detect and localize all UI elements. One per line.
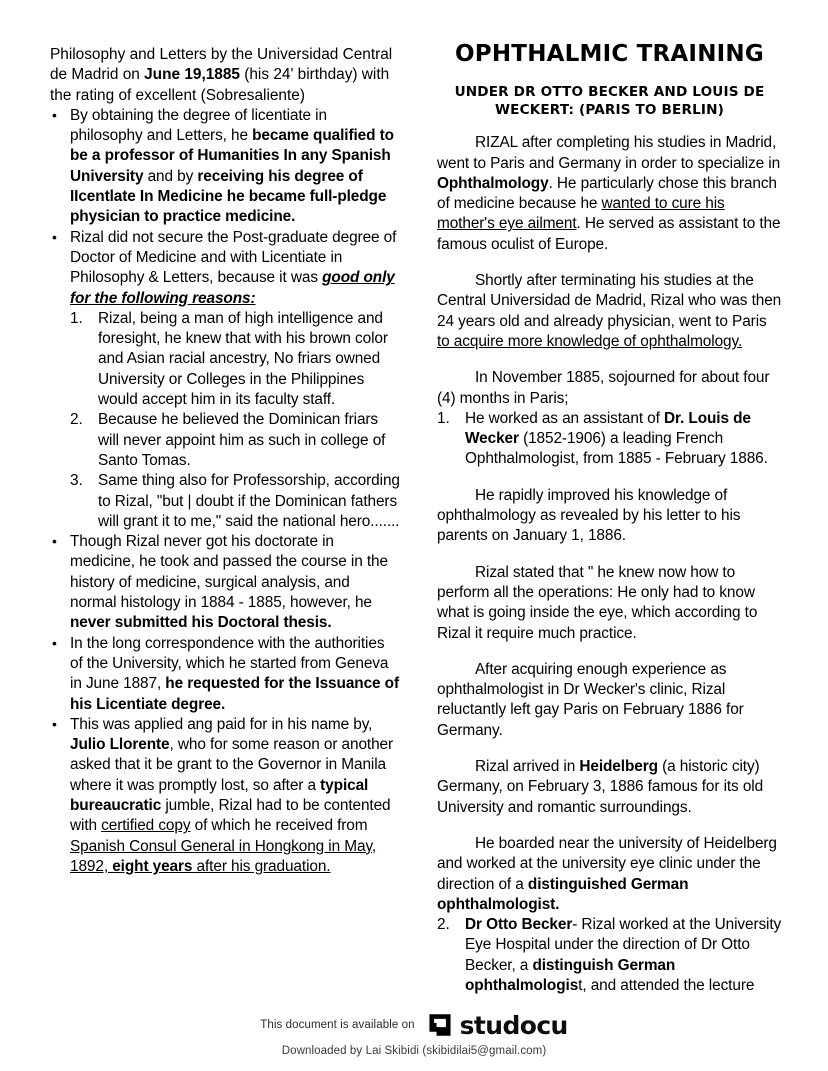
list-item	[70, 309, 400, 410]
list-item-text: Rizal, being a man of high intelligence and foresight, he knew that with his brown color and Asian racial ancestry, No friars owned University or Colleges in the Philippines would accept him in its faculty staff.	[98, 309, 388, 409]
text-run: typical bureaucratic	[70, 776, 369, 814]
downloaded-by-label: Downloaded by Lai Skibidi (skibidilai5@gmail.com)	[281, 1045, 547, 1057]
bullet-text	[70, 533, 388, 631]
paragraph	[437, 660, 782, 741]
list-item	[437, 409, 782, 470]
text-run: eight years	[112, 857, 193, 875]
text-run: Rizal did not secure the Post-graduate degree of Doctor of Medicine and with Licentiate in Philosophy & Letters, because it was	[70, 228, 397, 287]
list-item-text: Same thing also for Professorship, according to Rizal, "but | doubt if the Dominican fathers will grant it to me," said the national hero.......	[98, 472, 400, 530]
paragraph	[437, 834, 782, 915]
text-run: This was applied ang paid for in his name by,	[70, 715, 373, 733]
text-run: Julio Llorente	[70, 736, 170, 754]
list-item-text: Because he believed the Dominican friars will never appoint him as such in college of Santo Tomas.	[98, 411, 386, 469]
list-item-text	[465, 410, 768, 468]
text-run: He worked as an assistant of	[465, 409, 664, 427]
bullet-text	[70, 107, 394, 225]
text-run: distinguish German ophthalmologis	[465, 956, 676, 994]
text-run: By obtaining the degree of licentiate in philosophy and Letters, he	[70, 106, 327, 145]
text-run: distinguished German ophthalmologist.	[437, 875, 689, 913]
list-item	[70, 410, 400, 471]
list-item-text	[465, 916, 781, 994]
text-run: , who for some reason or another asked that it be grant to the Governor in Manila where it was promptly lost, so after a	[70, 736, 394, 794]
text-run: wanted to cure his mother's eye ailment	[437, 195, 725, 233]
text-run: In the long correspondence with the authorities of the University, which he started from Geneva in June 1887,	[70, 634, 389, 693]
list-number: 2.	[437, 916, 450, 934]
bullet-text	[70, 229, 396, 307]
list-item	[50, 715, 400, 877]
list-item	[50, 532, 400, 633]
paragraph	[437, 271, 782, 352]
text-run: . He particularly chose this branch of medicine because he	[437, 174, 777, 213]
list-number: 1.	[437, 409, 450, 427]
text-run: he requested for the Issuance of his Licentiate degree.	[70, 675, 399, 713]
text-run: June 19,1885	[144, 66, 240, 84]
bullet-text	[70, 716, 393, 875]
text-run: of which he received from	[190, 817, 368, 835]
list-number: 1.	[70, 309, 83, 327]
reasons-sublist	[70, 309, 400, 532]
list-number: 2.	[70, 411, 83, 429]
continued-paragraph	[50, 45, 400, 106]
bullet-text	[70, 635, 399, 713]
studocu-wordmark: studocu	[459, 1010, 568, 1040]
text-run: In November 1885, sojourned for about four (4) months in Paris;	[437, 369, 770, 407]
text-run: Philosophy and Letters by the Universidad Central de Madrid on	[50, 46, 393, 84]
text-run: Spanish Consul General in Hongkong in May, 1892,	[70, 837, 377, 875]
paragraph	[437, 563, 782, 644]
studocu-s-logo-icon	[427, 1012, 453, 1038]
text-run: never submitted his Doctoral thesis.	[70, 614, 332, 632]
text-run: Shortly after terminating his studies at the Central Universidad de Madrid, Rizal who was then 24 years old and already physician, went to Paris	[437, 272, 782, 330]
text-run: He rapidly improved his knowledge of ophthalmology as revealed by his letter to his parents on January 1, 1886.	[437, 486, 741, 545]
footer-branding-row	[0, 1010, 828, 1040]
text-run: receiving his degree of IIcentlate In Medicine he became full-pledge physician to practice medicine.	[70, 167, 387, 226]
text-run: Ophthalmology	[437, 174, 549, 192]
studocu-brand[interactable]	[427, 1012, 568, 1038]
text-run: t, and attended the lecture	[578, 976, 755, 994]
text-run: . He served as assistant to the famous oculist of Europe.	[437, 215, 781, 253]
page-title: OPHTHALMIC TRAINING	[455, 41, 764, 67]
paragraph	[437, 133, 782, 255]
paragraph	[437, 368, 782, 409]
paragraph	[437, 486, 782, 547]
text-run: after his graduation.	[192, 857, 331, 875]
text-run: became qualified to be a professor of Humanities In any Spanish University	[70, 127, 394, 185]
text-run: good only for the following reasons:	[70, 269, 395, 307]
list-number: 3.	[70, 472, 83, 490]
list-item	[70, 471, 400, 532]
list-item	[50, 106, 400, 228]
list-item	[437, 915, 782, 996]
list-item	[50, 228, 400, 532]
left-bullet-list	[50, 106, 400, 877]
page-footer	[0, 1010, 828, 1057]
list-item	[50, 634, 400, 715]
availability-label: This document is available on	[260, 1019, 415, 1031]
text-run: RIZAL after completing his studies in Madrid, went to Paris and Germany in order to specialize in	[437, 134, 781, 172]
right-column	[437, 0, 782, 996]
text-run: Rizal stated that " he knew now how to perform all the operations: He only had to know what is going inside the eye, which according to Rizal it require much practice.	[437, 563, 758, 642]
text-run: - Rizal worked at the University Eye Hospital under the direction of Dr Otto Becker, a	[465, 916, 782, 974]
right-numbered-list-2	[437, 915, 782, 996]
page-subtitle: UNDER DR OTTO BECKER AND LOUIS DE WECKERT: (PARIS TO BERLIN)	[454, 84, 765, 119]
text-run: and by	[143, 167, 198, 185]
text-run: Though Rizal never got his doctorate in medicine, he took and passed the course in the history of medicine, surgical analysis, and normal histology in 1884 - 1885, however, he	[70, 533, 388, 612]
left-column	[50, 0, 400, 877]
text-run: After acquiring enough experience as ophthalmologist in Dr Wecker's clinic, Rizal reluctantly left gay Paris on February 1886 for Germany.	[437, 660, 744, 739]
paragraph	[437, 757, 782, 818]
text-run: Heidelberg	[579, 758, 658, 776]
text-run: He boarded near the university of Heidelberg and worked at the university eye clinic under the direction of a	[437, 834, 777, 893]
right-numbered-list-1	[437, 409, 782, 470]
text-run: (1852-1906) a leading French Ophthalmologist, from 1885 - February 1886.	[465, 430, 768, 468]
text-run: Dr. Louis de Wecker	[465, 409, 751, 448]
text-run: to acquire more knowledge of ophthalmology.	[437, 332, 743, 350]
text-run: Rizal arrived in	[475, 758, 580, 776]
text-run: certified copy	[101, 817, 191, 835]
text-run: Dr Otto Becker	[465, 916, 573, 934]
text-run: (a historic city) Germany, on February 3, 1886 famous for its old University and romantic surroundings.	[437, 758, 764, 816]
text-run: jumble, Rizal had to be contented with	[70, 796, 391, 835]
text-run: (his 24' birthday) with the rating of excellent (Sobresaliente)	[50, 66, 390, 104]
